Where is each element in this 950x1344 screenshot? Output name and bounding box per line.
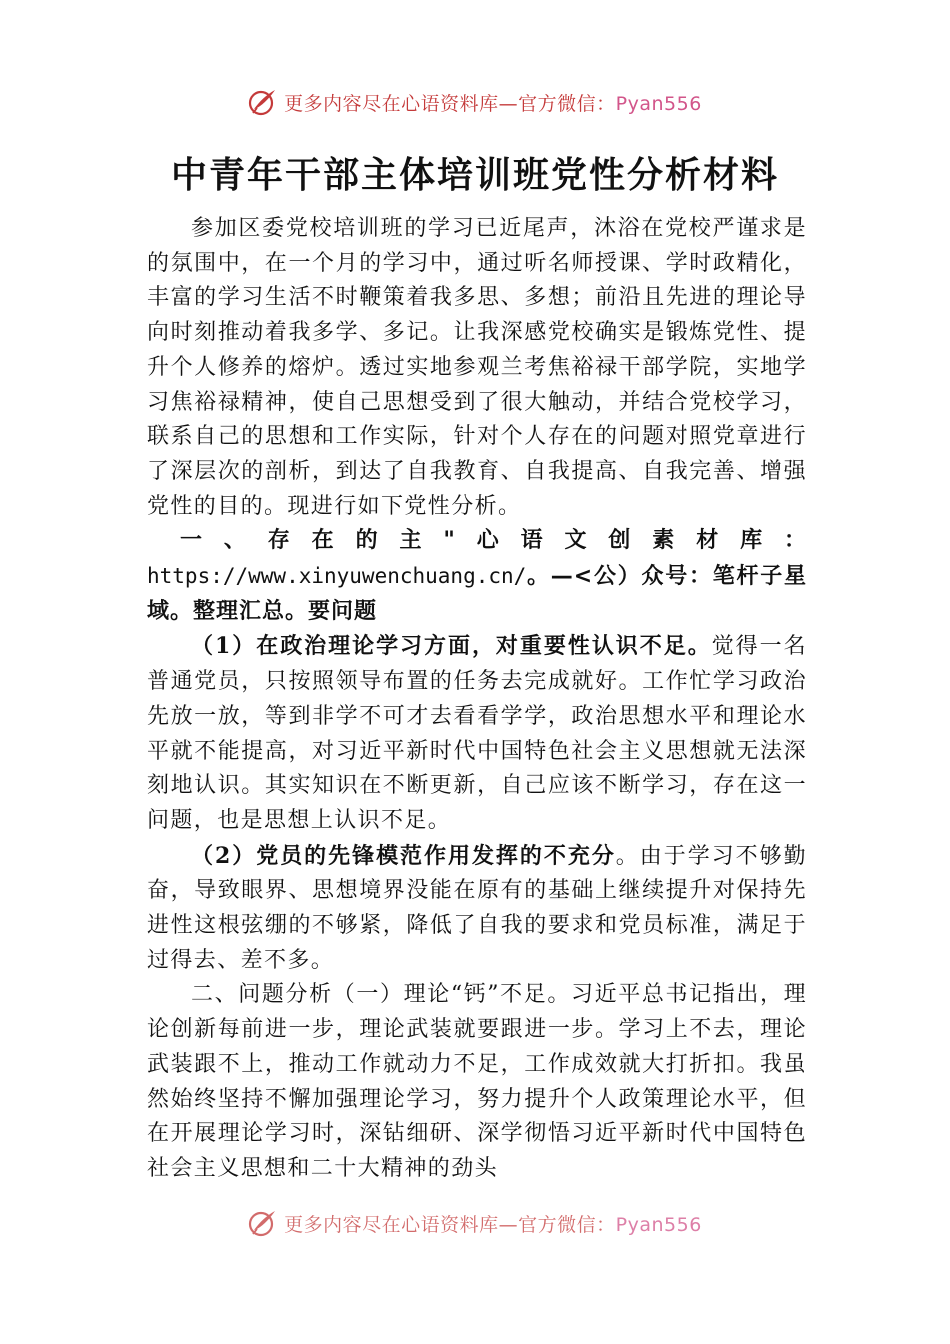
item2-heading: （2）党员的先锋模范作用发挥的不充分 xyxy=(191,842,616,869)
item2-paragraph: （2）党员的先锋模范作用发挥的不充分。由于学习不够勤奋，导致眼界、思想境界没能在原有的基础上继续提升对保持先进性这根弦绷的不够紧，降低了自我的要求和党员标准，满足于过得去、差不多。 xyxy=(147,842,807,973)
intro-paragraph: 参加区委党校培训班的学习已近尾声，沐浴在党校严谨求是的氛围中，在一个月的学习中，通过听名师授课、学时政精化，丰富的学习生活不时鞭策着我多思、多想；前沿且先进的理论导向时刻推动着我多学、多记。让我深感党校确实是锻炼党性、提升个人修养的熔炉。透过实地参观兰考焦裕禄干部学院，实地学习焦裕禄精神，使自己思想受到了很大触动，并结合党校学习，联系自己的思想和工作实际，针对个人存在的问题对照党章进行了深层次的剖析，到达了自我教育、自我提高、自我完善、增强党性的目的。现进行如下党性分析。 xyxy=(147,216,807,519)
watermark-text: 更多内容尽在心语资料库—官方微信：Pyan556 xyxy=(284,1213,702,1236)
item1-paragraph: （1）在政治理论学习方面，对重要性认识不足。觉得一名普通党员，只按照领导布置的任务去完成就好。工作忙学习政治先放一放，等到非学不可才去看看学学，政治思想水平和理论水平就不能提高，对习近平新时代中国特色社会主义思想就无法深刻地认识。其实知识在不断更新，自己应该不断学习，存在这一问题，也是思想上认识不足。 xyxy=(147,633,808,833)
watermark-text: 更多内容尽在心语资料库—官方微信：Pyan556 xyxy=(284,92,702,115)
item1-heading: （1）在政治理论学习方面，对重要性认识不足。 xyxy=(191,633,712,660)
document-body xyxy=(147,212,807,1187)
watermark-top xyxy=(0,82,950,122)
document-title: 中青年干部主体培训班党性分析材料 xyxy=(170,154,779,196)
quill-pen-logo-icon xyxy=(248,87,278,117)
section1-heading: 一、存在的主"心语文创素材库： https://www.xinyuwenchuang.cn/。—<公）众号：笔杆子星域。整理汇总。要问题 xyxy=(147,528,807,624)
source-url: https://www.xinyuwenchuang.cn/ xyxy=(147,564,527,589)
quill-pen-logo-icon xyxy=(248,1208,278,1238)
watermark-bottom xyxy=(0,1203,950,1243)
section2-paragraph: 二、问题分析（一）理论“钙”不足。习近平总书记指出，理论创新每前进一步，理论武装就要跟进一步。学习上不去，理论武装跟不上，推动工作就动力不足，工作成效就大打折扣。我虽然始终坚持不懈加强理论学习，努力提升个人政策理论水平，但在开展理论学习时，深钻细研、深学彻悟习近平新时代中国特色社会主义思想和二十大精神的劲头 xyxy=(147,982,807,1181)
